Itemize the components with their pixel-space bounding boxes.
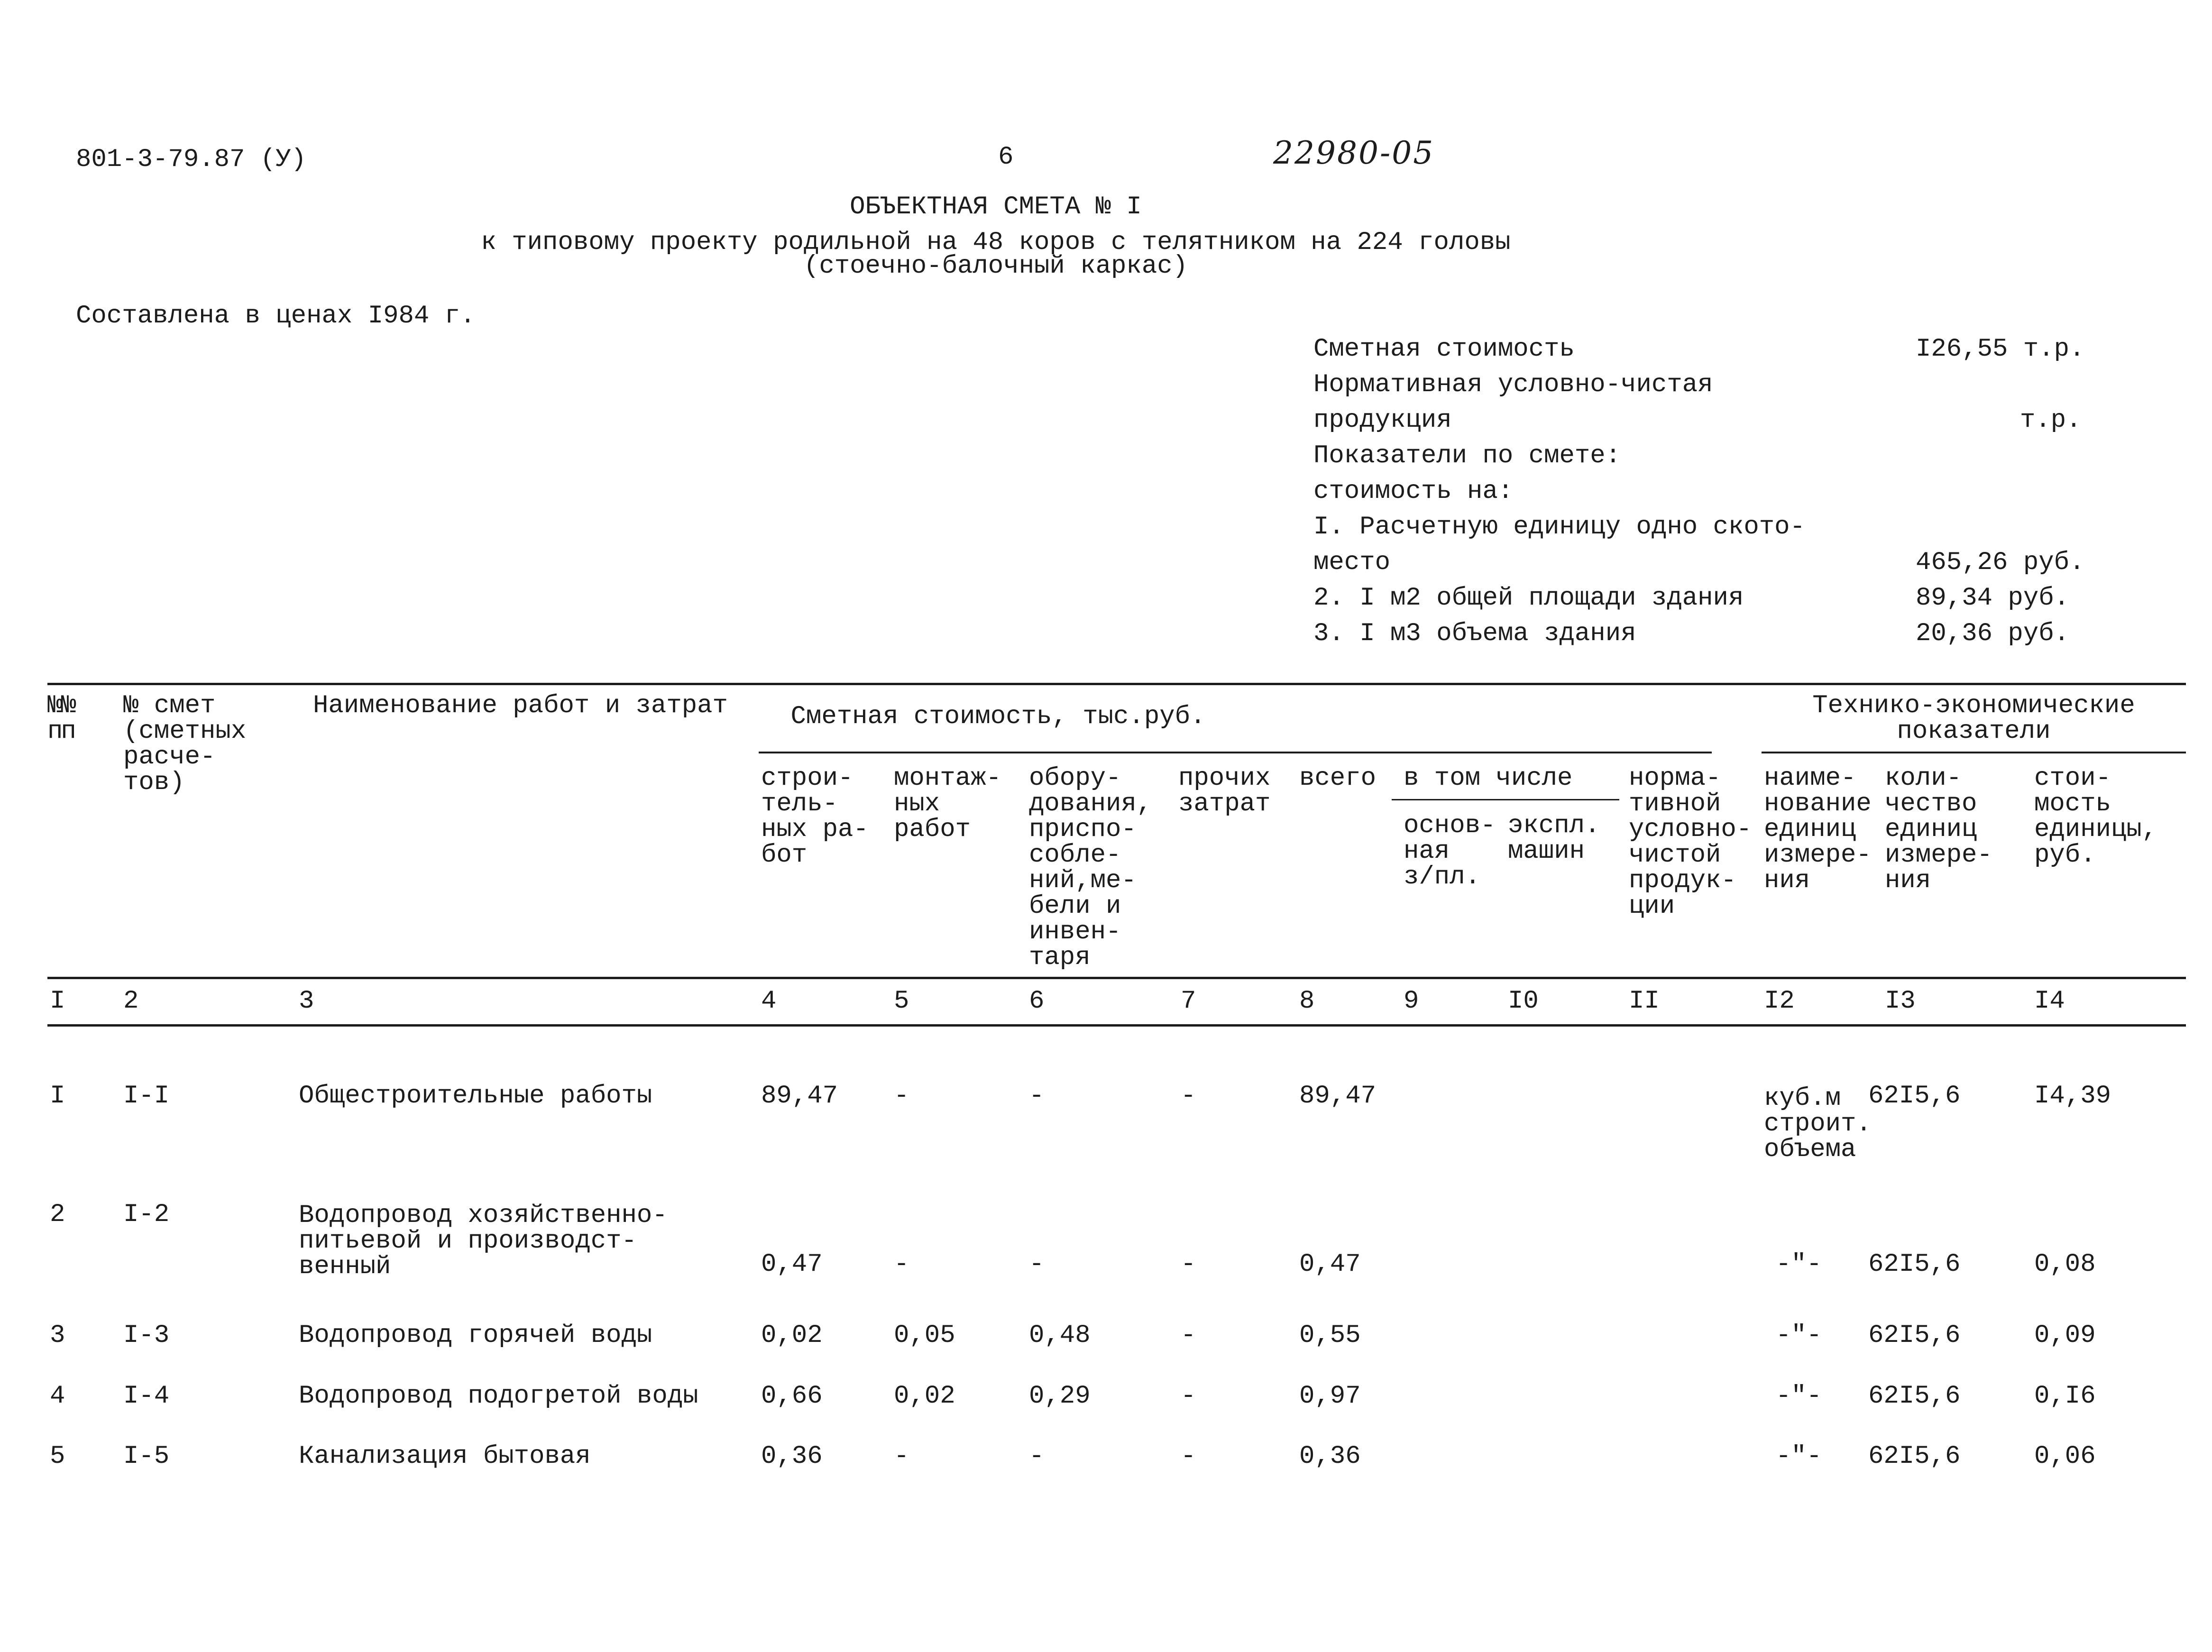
row-mount: - — [894, 1250, 909, 1279]
page-subtitle-frame: (стоечно-балочный каркас) — [803, 252, 1188, 281]
summary-indicator-1-label-2: место — [1313, 548, 1391, 577]
row-qty: 62I5,6 — [1868, 1442, 1961, 1471]
row-unit: -"- — [1776, 1382, 1822, 1411]
row-build: 0,02 — [761, 1321, 823, 1350]
row-num: 2 — [50, 1200, 65, 1229]
row-name: Водопровод подогретой воды — [299, 1382, 698, 1411]
page-subtitle: к типовому проекту родильной на 48 коров с телятником на 224 головы — [481, 228, 1511, 257]
page-title: ОБЪЕКТНАЯ СМЕТА № I — [850, 193, 1142, 221]
cost-group-rule — [759, 752, 1712, 753]
page-number: 6 — [998, 143, 1014, 172]
row-unit-cost: I4,39 — [2034, 1082, 2111, 1111]
header-unit-name: наиме- нование единиц измере- ния — [1764, 764, 1872, 895]
row-name: Водопровод хозяйственно- питьевой и производст- венный — [299, 1201, 668, 1281]
header-building-works: строи- тель- ных ра- бот — [761, 764, 869, 870]
row-qty: 62I5,6 — [1868, 1382, 1961, 1411]
table-top-rule — [47, 683, 2186, 685]
incl-rule — [1392, 799, 1619, 800]
summary-product-label: Нормативная условно-чистая — [1313, 370, 1713, 399]
row-calc: I-3 — [123, 1321, 170, 1350]
row-name: Водопровод горячей воды — [299, 1321, 652, 1350]
row-unit-cost: 0,09 — [2034, 1321, 2096, 1350]
col-number: I — [50, 987, 65, 1016]
col-number: 4 — [761, 987, 777, 1016]
summary-cost-value: I26,55 т.р. — [1916, 335, 2085, 364]
row-unit-cost: 0,I6 — [2034, 1382, 2096, 1411]
row-num: 4 — [50, 1382, 65, 1411]
row-calc: I-5 — [123, 1442, 170, 1471]
row-total: 0,97 — [1299, 1382, 1361, 1411]
summary-cost-on-label: стоимость на: — [1313, 477, 1514, 506]
row-calc: I-I — [123, 1082, 170, 1111]
row-mount: 0,05 — [894, 1321, 955, 1350]
row-unit-cost: 0,06 — [2034, 1442, 2096, 1471]
row-num: 5 — [50, 1442, 65, 1471]
header-num: №№ пп — [47, 691, 74, 746]
document-code: 801-3-79.87 (У) — [76, 145, 307, 174]
row-num: 3 — [50, 1321, 65, 1350]
row-unit: -"- — [1776, 1442, 1822, 1471]
row-other: - — [1181, 1250, 1196, 1279]
prices-note: Составлена в ценах I984 г. — [76, 302, 476, 330]
row-mount: - — [894, 1082, 909, 1111]
row-name: Канализация бытовая — [299, 1442, 591, 1471]
row-equip: 0,48 — [1029, 1321, 1091, 1350]
col-number: 2 — [123, 987, 139, 1016]
header-bottom-rule — [47, 977, 2186, 979]
col-number: I4 — [2034, 987, 2065, 1016]
row-other: - — [1181, 1321, 1196, 1350]
summary-indicator-1-label: I. Расчетную единицу одно ското- — [1313, 513, 1805, 541]
row-equip: 0,29 — [1029, 1382, 1091, 1411]
row-build: 0,66 — [761, 1382, 823, 1411]
row-total: 0,47 — [1299, 1250, 1361, 1279]
row-qty: 62I5,6 — [1868, 1082, 1961, 1111]
row-total: 0,36 — [1299, 1442, 1361, 1471]
header-base-wage: основ- ная з/пл. — [1404, 811, 1496, 891]
row-mount: - — [894, 1442, 909, 1471]
row-total: 89,47 — [1299, 1082, 1377, 1111]
inventory-number-handwritten: 22980-05 — [1273, 135, 1435, 171]
header-calc: № смет (сметных расче- тов) — [123, 691, 247, 797]
summary-indicator-3-label: 3. I м3 объема здания — [1313, 619, 1636, 648]
row-build: 0,47 — [761, 1250, 823, 1279]
row-build: 0,36 — [761, 1442, 823, 1471]
row-unit: куб.м строит. объема — [1764, 1084, 1872, 1164]
row-build: 89,47 — [761, 1082, 838, 1111]
col-number: I2 — [1764, 987, 1795, 1016]
header-normative-product: норма- тивной условно- чистой продук- ции — [1629, 764, 1752, 921]
header-including: в том числе — [1404, 764, 1573, 793]
header-mounting-works: монтаж- ных работ — [894, 764, 1001, 844]
header-unit-cost: стои- мость единицы, руб. — [2034, 764, 2157, 870]
row-equip: - — [1029, 1250, 1045, 1279]
row-calc: I-4 — [123, 1382, 170, 1411]
row-num: I — [50, 1082, 65, 1111]
row-equip: - — [1029, 1442, 1045, 1471]
col-number: 5 — [894, 987, 909, 1016]
row-other: - — [1181, 1382, 1196, 1411]
summary-indicator-3-value: 20,36 руб. — [1916, 619, 2070, 648]
summary-indicator-2-label: 2. I м2 общей площади здания — [1313, 584, 1744, 613]
header-other-costs: прочих затрат — [1178, 764, 1271, 818]
row-equip: - — [1029, 1082, 1045, 1111]
header-name: Наименование работ и затрат — [313, 691, 728, 720]
row-mount: 0,02 — [894, 1382, 955, 1411]
col-number: II — [1629, 987, 1660, 1016]
row-qty: 62I5,6 — [1868, 1321, 1961, 1350]
col-number: 7 — [1181, 987, 1196, 1016]
col-number: I3 — [1885, 987, 1916, 1016]
row-qty: 62I5,6 — [1868, 1250, 1961, 1279]
summary-cost-label: Сметная стоимость — [1313, 335, 1575, 364]
header-machines: экспл. машин — [1508, 811, 1600, 866]
row-unit: -"- — [1776, 1250, 1822, 1279]
row-other: - — [1181, 1082, 1196, 1111]
row-name: Общестроительные работы — [299, 1082, 652, 1111]
row-unit-cost: 0,08 — [2034, 1250, 2096, 1279]
col-number: 6 — [1029, 987, 1045, 1016]
col-number: I0 — [1508, 987, 1539, 1016]
summary-indicator-2-value: 89,34 руб. — [1916, 584, 2070, 613]
row-total: 0,55 — [1299, 1321, 1361, 1350]
col-number: 8 — [1299, 987, 1315, 1016]
header-unit-quantity: коли- чество единиц измере- ния — [1885, 764, 1992, 895]
summary-indicator-1-value: 465,26 руб. — [1916, 548, 2085, 577]
header-total: всего — [1299, 764, 1377, 793]
tech-group-rule — [1762, 752, 2186, 753]
summary-product-value: т.р. — [2020, 406, 2082, 435]
summary-indicators-label: Показатели по смете: — [1313, 441, 1621, 470]
summary-product-label-2: продукция — [1313, 406, 1452, 435]
header-tech-group: Технико-экономические показатели — [1812, 691, 2135, 746]
row-calc: I-2 — [123, 1200, 170, 1229]
row-other: - — [1181, 1442, 1196, 1471]
col-number: 9 — [1404, 987, 1419, 1016]
col-number: 3 — [299, 987, 314, 1016]
col-numbers-rule — [47, 1024, 2186, 1027]
header-cost-group: Сметная стоимость, тыс.руб. — [790, 702, 1206, 731]
header-equipment: обору- дования, приспо- собле- ний,ме- бели и инвен- таря — [1029, 764, 1152, 972]
row-unit: -"- — [1776, 1321, 1822, 1350]
